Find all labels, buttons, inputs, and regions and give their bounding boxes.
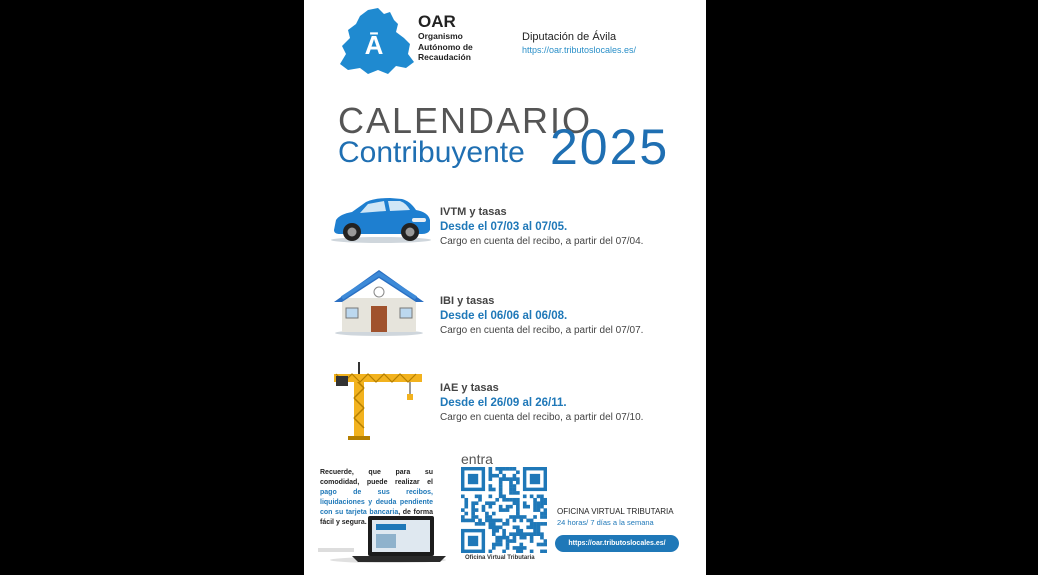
item-note: Cargo en cuenta del recibo, a partir del 07/04. [440,236,644,247]
house-icon [332,268,426,336]
item-date-range: Desde el 07/03 al 07/05. [440,221,568,233]
title-line1: CALENDARIO [338,100,593,141]
item-date-range: Desde el 06/06 al 06/08. [440,310,568,322]
qr-caption: Oficina Virtual Tributaria [465,555,535,561]
entra-label: entra [461,451,493,467]
oar-logo-icon [338,8,416,76]
org-abbr: OAR [418,12,456,31]
title-line2: Contribuyente [338,136,525,169]
org-name-line: Autónomo de [418,41,473,52]
reminder-text: , de forma fácil y segura. [320,509,433,526]
reminder-text: Recuerde, que para su comodidad, puede realizar el [320,469,433,486]
item-title: IAE y tasas [440,382,499,394]
ovt-title: OFICINA VIRTUAL TRIBUTARIA [557,507,674,516]
ovt-hours: 24 horas/ 7 días a la semana [557,518,654,527]
item-note: Cargo en cuenta del recibo, a partir del 07/07. [440,325,644,336]
calendar-poster [304,0,706,575]
reminder-highlight: pago de sus recibos, liquidaciones y deuda pendiente con su tarjeta bancaria [320,489,433,516]
item-title: IBI y tasas [440,295,495,307]
org-name [418,31,498,63]
crane-icon [330,360,424,442]
title-year: 2025 [550,119,670,175]
laptop-icon [318,508,448,564]
logo-letter: Ā [364,30,384,60]
diputacion-name: Diputación de Ávila [522,31,617,43]
item-note: Cargo en cuenta del recibo, a partir del 07/10. [440,412,644,423]
ovt-url-button[interactable]: https://oar.tributoslocales.es/ [555,535,679,552]
org-name-line: Organismo [418,31,463,41]
item-title: IVTM y tasas [440,206,507,218]
car-icon [328,196,434,244]
qr-code-icon[interactable] [461,467,547,553]
diputacion-url-link[interactable]: https://oar.tributoslocales.es/ [522,45,637,55]
item-date-range: Desde el 26/09 al 26/11. [440,397,567,409]
org-name-line: Recaudación [418,52,471,62]
